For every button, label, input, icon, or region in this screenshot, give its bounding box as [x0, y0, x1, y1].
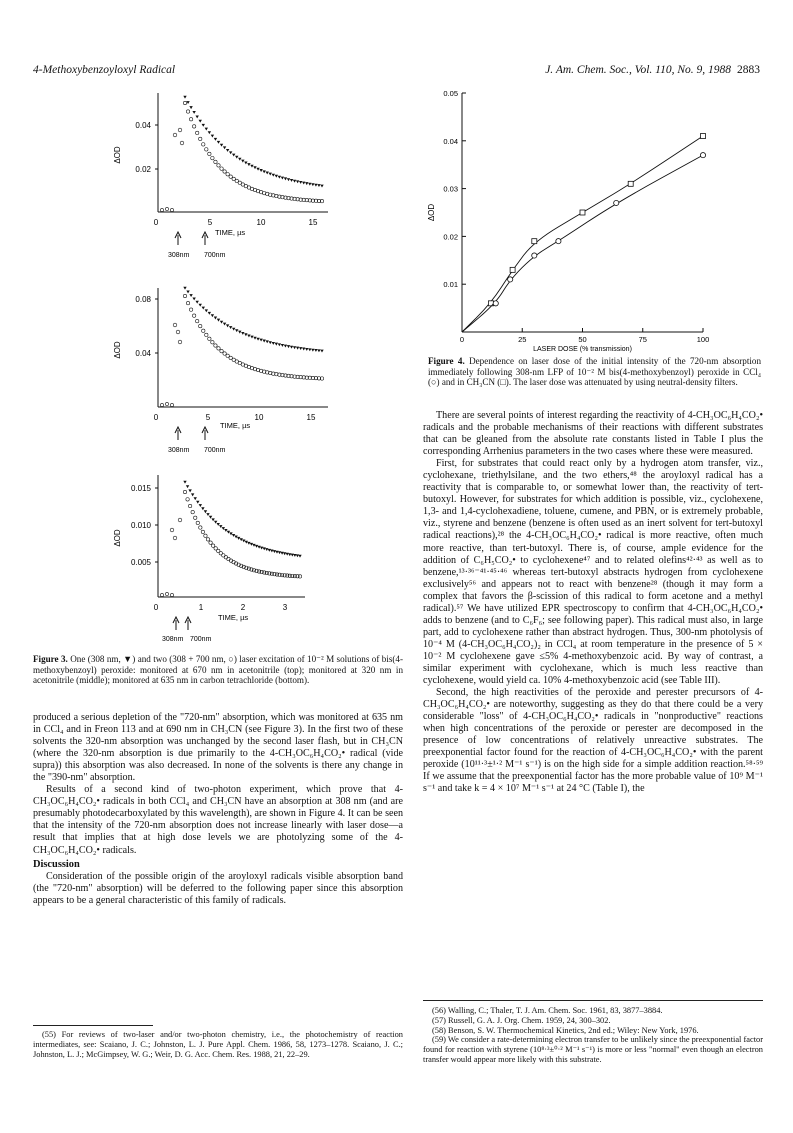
one-photon-point — [272, 342, 275, 345]
marker-label: 700nm — [204, 447, 226, 454]
one-photon-point — [183, 287, 186, 290]
one-photon-point — [204, 510, 207, 513]
xtick-label: 75 — [638, 335, 647, 344]
one-photon-point — [260, 547, 263, 550]
data-point-square — [510, 267, 515, 272]
marker-label: 308nm — [168, 447, 190, 454]
two-photon-point — [189, 118, 192, 121]
xtick: 0 — [153, 218, 159, 227]
one-photon-point — [220, 321, 223, 324]
one-photon-point — [281, 177, 284, 180]
one-photon-point — [305, 182, 308, 185]
one-photon-point — [214, 138, 217, 141]
two-photon-point — [220, 349, 223, 352]
one-photon-point — [192, 111, 195, 114]
ytick: 0.08 — [135, 295, 151, 304]
ytick: 0.04 — [135, 121, 151, 130]
figure4-chart — [418, 85, 718, 355]
one-photon-point — [183, 96, 186, 99]
one-photon-point — [229, 532, 232, 535]
xtick: 2 — [240, 603, 246, 612]
one-photon-point — [272, 174, 275, 177]
y-axis-label: ΔOD — [427, 203, 436, 222]
one-photon-point — [226, 324, 229, 327]
two-photon-point — [192, 314, 195, 317]
xtick: 5 — [207, 218, 213, 227]
scatter-point — [178, 518, 182, 522]
one-photon-point — [298, 555, 301, 558]
ytick: 0.010 — [130, 521, 151, 530]
one-photon-point — [241, 332, 244, 335]
two-photon-point — [208, 152, 211, 155]
one-photon-point — [199, 504, 202, 507]
one-photon-point — [269, 173, 272, 176]
one-photon-point — [284, 345, 287, 348]
two-photon-point — [192, 125, 195, 128]
one-photon-point — [199, 304, 202, 307]
xtick-label: 25 — [518, 335, 527, 344]
two-photon-point — [208, 337, 211, 340]
data-point-circle — [614, 200, 619, 205]
one-photon-point — [189, 106, 192, 109]
one-photon-point — [191, 493, 194, 496]
one-photon-point — [208, 131, 211, 134]
caption-text: One (308 nm, ▼) and two (308 + 700 nm, ○) laser excitation of 10⁻² M solutions of bis(4-methoxybenzoyl) peroxide: monitored at 670 nm in acetonitrile (top); monitored at 320 nm in acetonitrile (middle); monitored at 635 nm in carbon tetrachloride (bottom). — [33, 654, 403, 686]
one-photon-point — [302, 348, 305, 351]
one-photon-point — [293, 180, 296, 183]
one-photon-point — [205, 128, 208, 131]
one-photon-point — [226, 149, 229, 152]
two-photon-point — [199, 137, 202, 140]
one-photon-point — [263, 547, 266, 550]
one-photon-point — [199, 120, 202, 123]
xtick: 5 — [205, 413, 211, 422]
one-photon-point — [209, 516, 212, 519]
one-photon-point — [280, 552, 283, 555]
footnote: (56) Walling, C.; Thaler, T. J. Am. Chem. Soc. 1961, 83, 3877–3884. — [432, 1006, 663, 1015]
one-photon-point — [302, 182, 305, 185]
xtick: 0 — [153, 603, 159, 612]
left-footnotes — [33, 1030, 403, 1059]
one-photon-point — [229, 151, 232, 154]
two-photon-point — [206, 538, 209, 541]
one-photon-point — [223, 323, 226, 326]
one-photon-point — [192, 298, 195, 301]
one-photon-point — [247, 163, 250, 166]
xtick: 1 — [198, 603, 204, 612]
two-photon-point — [183, 294, 186, 297]
footnote-divider — [423, 1000, 763, 1001]
one-photon-point — [281, 344, 284, 347]
one-photon-point — [244, 161, 247, 164]
one-photon-point — [266, 172, 269, 175]
two-photon-point — [186, 301, 189, 304]
marker-label: 308nm — [162, 636, 184, 643]
x-axis-label: TIME, µs — [218, 613, 249, 622]
one-photon-point — [222, 527, 225, 530]
one-photon-point — [256, 168, 259, 171]
marker-label: 700nm — [204, 252, 226, 259]
one-photon-point — [275, 175, 278, 178]
one-photon-point — [253, 166, 256, 169]
two-photon-point — [183, 490, 186, 493]
one-photon-point — [270, 549, 273, 552]
xtick-label: 100 — [696, 335, 710, 344]
one-photon-point — [206, 513, 209, 516]
xtick-label: 0 — [459, 335, 465, 344]
one-photon-point — [287, 178, 290, 181]
one-photon-point — [284, 177, 287, 180]
one-photon-point — [227, 531, 230, 534]
two-photon-point — [204, 534, 207, 537]
data-point-circle — [700, 153, 705, 158]
baseline-point — [160, 593, 163, 596]
two-photon-point — [211, 544, 214, 547]
two-photon-point — [220, 167, 223, 170]
scatter-point — [180, 141, 184, 145]
one-photon-point — [287, 345, 290, 348]
one-photon-point — [189, 294, 192, 297]
marker-label: 700nm — [190, 636, 212, 643]
one-photon-point — [205, 309, 208, 312]
data-point-circle — [508, 277, 513, 282]
figure3-panel-middle — [100, 280, 340, 460]
paragraph: There are several points of interest regarding the reactivity of 4-CH₃OC₆H₄CO₂• radicals and the probable mechanisms of their reactions with different substrates that can be gleaned from the absolute rate constants listed in Table I plus the corresponding Arrhenius parameters in the two cases where these were measured. — [423, 410, 763, 458]
data-point-square — [628, 181, 633, 186]
one-photon-point — [194, 497, 197, 500]
one-photon-point — [259, 169, 262, 172]
xtick: 3 — [282, 603, 288, 612]
one-photon-point — [186, 291, 189, 294]
one-photon-point — [299, 347, 302, 350]
one-photon-point — [217, 319, 220, 322]
one-photon-point — [238, 158, 241, 161]
x-axis-label: TIME, µs — [215, 228, 246, 237]
y-axis-label: ΔOD — [113, 146, 122, 164]
figure3-panel-bottom — [100, 470, 340, 645]
one-photon-point — [235, 156, 238, 159]
scatter-point — [173, 536, 177, 540]
page-number: 2883 — [737, 64, 760, 76]
paragraph: produced a serious depletion of the "720-nm" absorption, which was monitored at 635 nm in CCl₄ and in Freon 113 and at 690 nm in CH₃CN (see Figure 3). In the first two of these solvents the 320-nm absorption was unchanged by the second laser flash, but in CH₃CN (where the 320-nm absorption is due primarily to the 4-CH₃OC₆H₄CO₂• radical (vide supra)) this absorption was also decreased. In none of the solvents is there any change in the "390-nm" absorption. — [33, 712, 403, 784]
series-line — [462, 155, 703, 332]
journal-citation: J. Am. Chem. Soc., Vol. 110, No. 9, 1988 — [545, 64, 731, 76]
one-photon-point — [235, 329, 238, 332]
one-photon-point — [266, 340, 269, 343]
one-photon-point — [201, 507, 204, 510]
two-photon-point — [191, 510, 194, 513]
ytick: 0.04 — [135, 349, 151, 358]
one-photon-point — [259, 339, 262, 342]
two-photon-point — [186, 110, 189, 113]
one-photon-point — [186, 485, 189, 488]
one-photon-point — [308, 183, 311, 186]
caption-text: Dependence on laser dose of the initial intensity of the 720-nm absorption immediately following 308-nm LFP of 10⁻² M bis(4-methoxybenzoyl) peroxide in CCl₄ (○) and in CH₃CN (□). The laser dose was attenuated by using neutral-density filters. — [428, 356, 761, 388]
one-photon-point — [290, 179, 293, 182]
ytick-label: 0.02 — [443, 232, 458, 242]
two-photon-point — [202, 143, 205, 146]
baseline-point — [170, 403, 173, 406]
one-photon-point — [257, 546, 260, 549]
scatter-point — [178, 128, 182, 132]
two-photon-point — [195, 131, 198, 134]
ytick: 0.005 — [130, 558, 151, 567]
baseline-point — [160, 208, 163, 211]
left-column-body — [33, 712, 403, 907]
scatter-point — [170, 528, 174, 532]
baseline-point — [165, 402, 168, 405]
ytick: 0.015 — [130, 484, 151, 493]
one-photon-point — [196, 501, 199, 504]
scatter-point — [173, 133, 177, 137]
two-photon-point — [211, 156, 214, 159]
one-photon-point — [308, 348, 311, 351]
one-photon-point — [317, 184, 320, 187]
ytick-label: 0.05 — [443, 89, 458, 98]
footnote-divider — [33, 1025, 153, 1026]
one-photon-point — [286, 553, 289, 556]
one-photon-point — [314, 349, 317, 352]
two-photon-point — [194, 516, 197, 519]
one-photon-point — [296, 180, 299, 183]
one-photon-point — [250, 336, 253, 339]
scatter-point — [176, 330, 180, 334]
ytick-label: 0.03 — [443, 184, 458, 194]
two-photon-point — [223, 352, 226, 355]
one-photon-point — [278, 343, 281, 346]
two-photon-point — [201, 530, 204, 533]
discussion-heading: Discussion — [33, 858, 80, 870]
ytick-label: 0.04 — [443, 136, 458, 146]
one-photon-point — [262, 170, 265, 173]
one-photon-point — [265, 548, 268, 551]
two-photon-point — [226, 354, 229, 357]
journal-header — [460, 64, 760, 76]
two-photon-point — [196, 521, 199, 524]
ytick-label: 0.01 — [443, 280, 458, 290]
two-photon-point — [202, 329, 205, 332]
two-photon-point — [211, 341, 214, 344]
xtick: 15 — [308, 218, 318, 227]
footnote: (57) Russell, G. A. J. Org. Chem. 1959, 24, 300–302. — [432, 1015, 611, 1025]
two-photon-point — [229, 559, 232, 562]
one-photon-point — [314, 184, 317, 187]
two-photon-point — [205, 148, 208, 151]
x-axis-label: LASER DOSE (% transmission) — [533, 346, 632, 353]
one-photon-point — [253, 337, 256, 340]
one-photon-point — [317, 349, 320, 352]
one-photon-point — [275, 343, 278, 346]
one-photon-point — [195, 301, 198, 304]
right-column-body — [423, 410, 763, 796]
one-photon-point — [211, 314, 214, 317]
one-photon-point — [290, 346, 293, 349]
two-photon-point — [189, 308, 192, 311]
one-photon-point — [208, 312, 211, 315]
y-axis-label: ΔOD — [113, 529, 122, 547]
two-photon-point — [188, 504, 191, 507]
one-photon-point — [262, 340, 265, 343]
y-axis-label: ΔOD — [113, 341, 122, 359]
two-photon-point — [226, 172, 229, 175]
two-photon-point — [195, 319, 198, 322]
one-photon-point — [220, 144, 223, 147]
two-photon-point — [298, 575, 301, 578]
one-photon-point — [202, 124, 205, 127]
one-photon-point — [320, 185, 323, 188]
two-photon-point — [229, 175, 232, 178]
two-photon-point — [214, 160, 217, 163]
two-photon-point — [199, 324, 202, 327]
data-point-square — [580, 210, 585, 215]
one-photon-point — [223, 146, 226, 149]
one-photon-point — [232, 328, 235, 331]
one-photon-point — [305, 348, 308, 351]
baseline-point — [160, 403, 163, 406]
one-photon-point — [214, 317, 217, 320]
one-photon-point — [238, 331, 241, 334]
one-photon-point — [320, 350, 323, 353]
footnote: (58) Benson, S. W. Thermochemical Kinetics, 2nd ed.; Wiley: New York, 1976. — [432, 1025, 699, 1035]
one-photon-point — [217, 141, 220, 144]
scatter-point — [173, 323, 177, 327]
one-photon-point — [283, 552, 286, 555]
one-photon-point — [247, 334, 250, 337]
one-photon-point — [278, 176, 281, 179]
figure3-caption — [33, 654, 403, 686]
two-photon-point — [199, 526, 202, 529]
footnote: (59) We consider a rate-determining electron transfer to be unlikely since the preexponential factor found for reaction with styrene (10⁸·³±⁰·² M⁻¹ s⁻¹) is more or less "normal" even though an electron transfer would appear more likely with this substrate. — [423, 1035, 764, 1064]
one-photon-point — [275, 551, 278, 554]
paragraph: Results of a second kind of two-photon experiment, which prove that 4-CH₃OC₆H₄CO₂• radicals in both CCl₄ and CH₃CN have an absorption at 308 nm (and are presumably photodecarboxylated by this wavelength), are shown in Figure 4. It can be seen that the intensity of the 720-nm absorption does not increase linearly with laser dose—a result that implies that at high dose levels we are photolyzing some of the 4-CH₃OC₆H₄CO₂• radicals. — [33, 784, 403, 856]
two-photon-point — [209, 541, 212, 544]
baseline-point — [170, 208, 173, 211]
one-photon-point — [241, 160, 244, 163]
one-photon-point — [232, 534, 235, 537]
baseline-point — [170, 593, 173, 596]
one-photon-point — [188, 489, 191, 492]
two-photon-point — [232, 177, 235, 180]
right-footnotes — [423, 1006, 763, 1065]
two-photon-point — [214, 344, 217, 347]
one-photon-point — [211, 135, 214, 138]
two-photon-point — [183, 101, 186, 104]
caption-label: Figure 3. — [33, 654, 68, 664]
one-photon-point — [278, 551, 281, 554]
x-axis-label: TIME, µs — [220, 421, 251, 430]
xtick: 10 — [256, 218, 266, 227]
one-photon-point — [229, 326, 232, 329]
one-photon-point — [244, 333, 247, 336]
one-photon-point — [202, 307, 205, 310]
scatter-point — [178, 340, 182, 344]
figure4-caption — [428, 356, 761, 388]
two-photon-point — [217, 164, 220, 167]
xtick-label: 50 — [578, 335, 587, 344]
baseline-point — [165, 592, 168, 595]
paragraph: First, for substrates that could react only by a hydrogen atom transfer, viz., cyclohexane, triethylsilane, and the two ethers,⁴⁸ the aroyloxyl radical has a reactivity that is comparable to, or somewhat lower than, the reactivity of tert-butoxyl. However, for substrates for which addition is possible, viz., cyclohexene, 1,3- and 1,4-cyclohexadiene, toluene, cumene, and PBN, or is extremely probable, viz., styrene and benzene (benzene is often used as an inert solvent for tert-butoxyl radical reactions),²⁸ the 4-CH₃OC₆H₄CO₂• radical is more reactive, often much more reactive, than tert-butoxyl. There is, of course, ample evidence for the addition of C₆H₅CO₂• to cyclohexene⁴⁷ and to related olefins⁴²·⁴³ as well as to benzene,¹³·³⁶⁻⁴¹·⁴⁵·⁴⁶ whereas tert-butoxyl abstracts hydrogen from cyclohexene exclusively⁵⁶ and appears not to react with benzene²⁸ (though it may form a complex that favors the β-scission of this radical to form acetone and a methyl radical).⁵⁷ We have utilized EPR spectroscopy to confirm that 4-CH₃OC₆H₄CO₂• adds to benzene (and to C₆F₆; see following paper). This radical must also, in large part, add to cyclohexene rather than abstract hydrogen. Thus, 300-nm photolysis of 10⁻⁴ M (4-CH₃OC₆H₄CO₂)₂ in CCl₄ at room temperature in the presence of 5 × 10⁻² M cyclohexene gave ≤5% 4-methoxybenzoic acid. By way of contrast, a similar experiment with cyclohexane, which is much less reactive than cyclohexene, would yield ca. 10% 4-methoxybenzoic acid (see Table III). — [423, 458, 763, 687]
two-photon-point — [217, 347, 220, 350]
data-point-circle — [556, 239, 561, 244]
one-photon-point — [299, 181, 302, 184]
data-point-circle — [532, 253, 537, 258]
xtick: 15 — [306, 413, 316, 422]
two-photon-point — [205, 333, 208, 336]
one-photon-point — [311, 183, 314, 186]
one-photon-point — [224, 529, 227, 532]
baseline-point — [165, 207, 168, 210]
ytick: 0.02 — [135, 165, 151, 174]
paragraph: Second, the high reactivities of the peroxide and perester precursors of 4-CH₃OC₆H₄CO₂• are noteworthy, suggesting as they do that there could be a very considerable "loss" of 4-CH₃OC₆H₄CO₂• radicals in "nonproductive" reactions when high concentrations of the peroxide or perester are decomposed in the presence of low concentrations of relatively unreactive substrates. The preexponential factor found for the reaction of 4-CH₃OC₆H₄CO₂• with the parent peroxide (10¹¹·³±¹·² M⁻¹ s⁻¹) is on the high side for a simple addition reaction.⁵⁸·⁵⁹ If we assume that the preexponential factor has the more probable value of 10⁹ M⁻¹ s⁻¹ and take k = 4 × 10⁷ M⁻¹ s⁻¹ at 24 °C (Table I), the — [423, 687, 763, 795]
one-photon-point — [256, 338, 259, 341]
one-photon-point — [273, 550, 276, 553]
figure3-panel-top — [100, 85, 340, 265]
one-photon-point — [268, 549, 271, 552]
one-photon-point — [250, 165, 253, 168]
caption-label: Figure 4. — [428, 356, 465, 366]
xtick: 10 — [254, 413, 264, 422]
one-photon-point — [232, 154, 235, 157]
data-point-square — [532, 239, 537, 244]
data-point-square — [701, 134, 706, 139]
running-title: 4-Methoxybenzoyloxyl Radical — [33, 64, 176, 76]
one-photon-point — [183, 481, 186, 484]
two-photon-point — [186, 498, 189, 501]
one-photon-point — [293, 346, 296, 349]
two-photon-point — [223, 170, 226, 173]
xtick: 0 — [153, 413, 159, 422]
one-photon-point — [296, 347, 299, 350]
data-point-circle — [493, 301, 498, 306]
footnote: (55) For reviews of two-laser and/or two-photon chemistry, i.e., the photochemistry of reaction intermediates, see: Scaiano, J. C.; Johnston, L. J. Pure Appl. Chem. 1986, 58, 1273–1278. Scaiano, J. C.; Johnston, L. J.; McGimpsey, W. G.; Weir, D. G. Acc. Chem. Res. 1988, 21, 22–29. — [33, 1030, 403, 1059]
one-photon-point — [195, 116, 198, 119]
one-photon-point — [269, 341, 272, 344]
marker-label: 308nm — [168, 252, 190, 259]
paragraph: Consideration of the possible origin of the aroyloxyl radicals visible absorption band (the "720-nm" absorption) will be deferred to the following paper since this absorption appears to be a general characteristic of this family of radicals. — [33, 870, 403, 906]
one-photon-point — [311, 349, 314, 352]
